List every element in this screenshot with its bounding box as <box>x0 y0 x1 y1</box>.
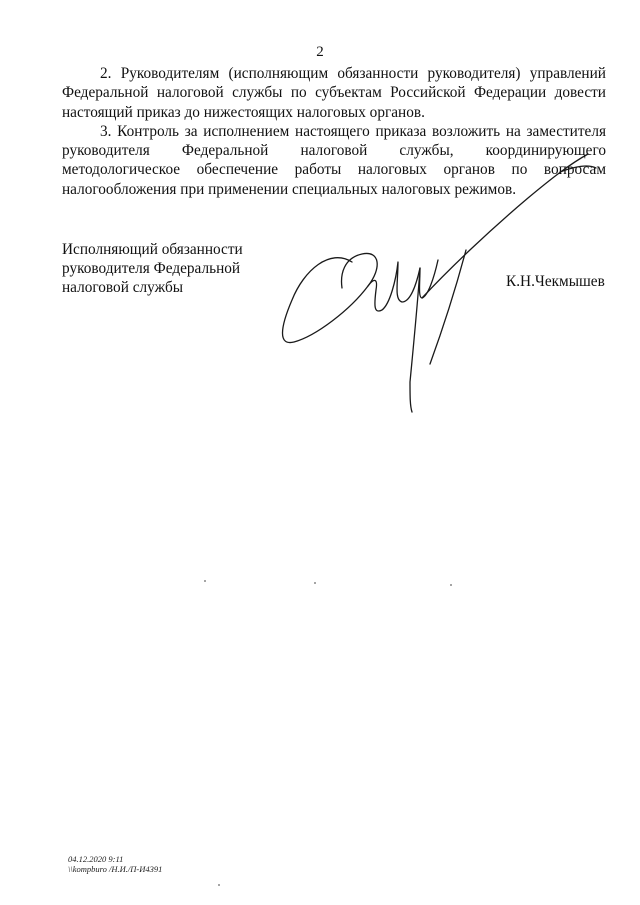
paragraph-2: 2. Руководителям (исполняющим обязанности руководителя) управлений Федеральной налоговой службы по субъектам Российской Федерации довести настоящий приказ до нижестоящих налоговых органов. <box>62 65 606 121</box>
signatory-position-line-2: руководителя Федеральной <box>62 260 241 277</box>
footer-file-reference: \\kompburo /Н.И./П-И4391 <box>68 864 163 874</box>
signatory-position <box>62 240 243 297</box>
scan-speck <box>450 584 452 586</box>
scan-speck <box>204 580 206 582</box>
scan-speck <box>218 884 220 886</box>
signatory-position-line-3: налоговой службы <box>62 279 184 296</box>
footer <box>68 854 162 874</box>
signatory-name: К.Н.Чекмышев <box>506 273 605 290</box>
page-number: 2 <box>316 44 324 60</box>
signatory-position-line-1: Исполняющий обязанности <box>62 241 243 258</box>
paragraph-3: 3. Контроль за исполнением настоящего приказа возложить на заместителя руководителя Федеральной налоговой службы, координирующего методологическое обеспечение работы налоговых органов по вопросам налогообложения при применении специальных налоговых режимов. <box>62 122 606 198</box>
scan-speck <box>314 582 316 584</box>
footer-timestamp: 04.12.2020 9:11 <box>68 854 124 864</box>
